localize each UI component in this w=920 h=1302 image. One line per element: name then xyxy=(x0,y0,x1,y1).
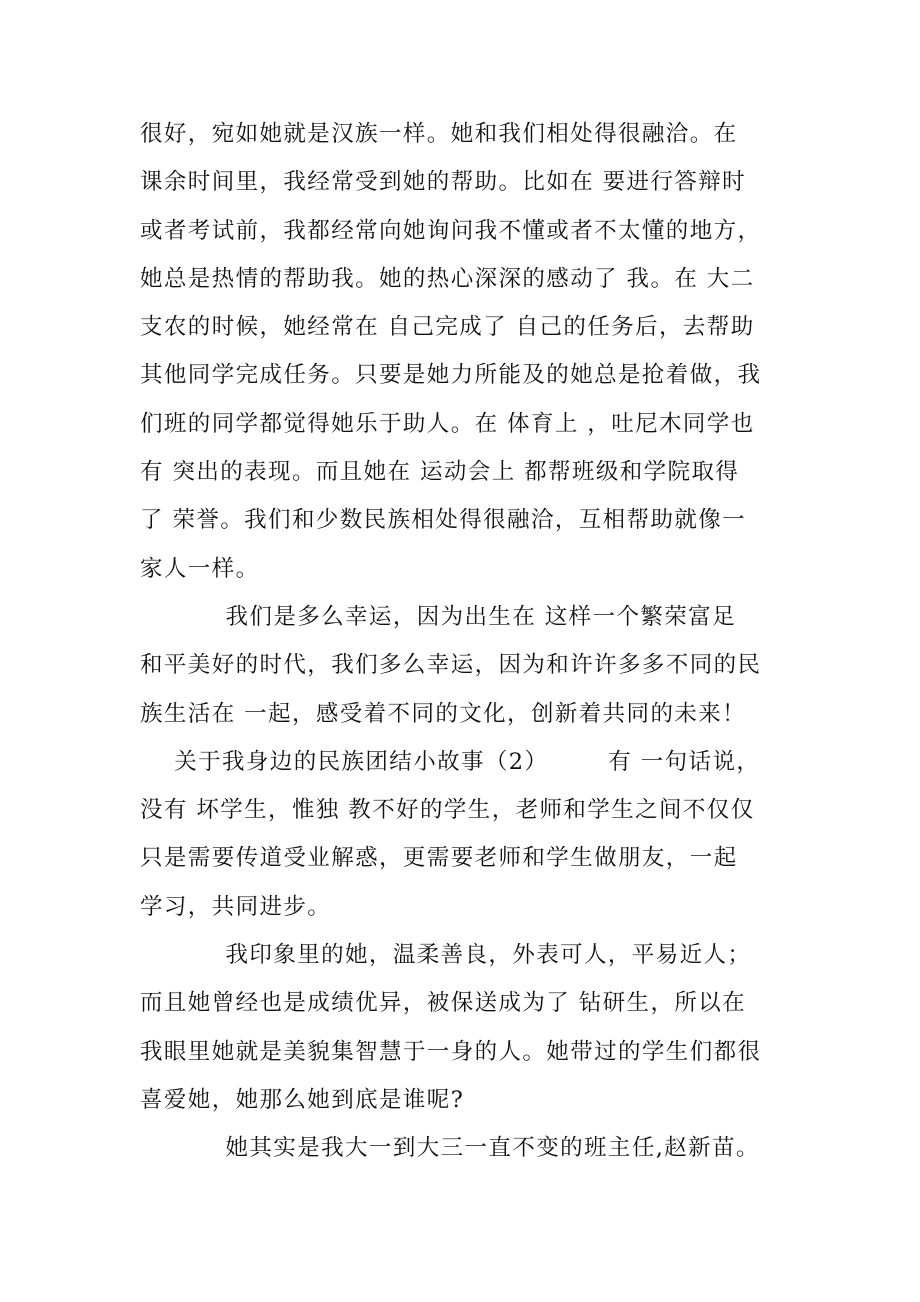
text-line: 或者考试前，我都经常向她询问我不懂或者不太懂的地方， xyxy=(140,217,762,244)
text-line: 课余时间里，我经常受到她的帮助。比如在 要进行答辩时 xyxy=(140,169,747,196)
paragraph-start-line: 她其实是我大一到大三一直不变的班主任,赵新苗。 xyxy=(140,1135,760,1162)
text-line: 和平美好的时代，我们多么幸运，因为和许许多多不同的民 xyxy=(140,652,762,679)
text-line: 其他同学完成任务。只要是她力所能及的她总是抢着做，我 xyxy=(140,362,762,389)
text-line: 喜爱她，她那么她到底是谁呢? xyxy=(140,1086,465,1113)
text-line: 只是需要传道受业解惑，更需要老师和学生做朋友，一起 xyxy=(140,845,738,872)
paragraph-start-line: 我印象里的她，温柔善良，外表可人，平易近人； xyxy=(140,942,752,969)
text-line: 而且她曾经也是成绩优异，被保送成为了 钻研生，所以在 xyxy=(140,990,747,1017)
text-line: 有 突出的表现。而且她在 运动会上 都帮班级和学院取得 xyxy=(140,459,740,486)
document-body xyxy=(140,110,790,1173)
text-line: 家人一样。 xyxy=(140,555,260,582)
text-line: 了 荣誉。我们和少数民族相处得很融洽，互相帮助就像一 xyxy=(140,507,747,534)
text-line: 族生活在 一起，感受着不同的文化，创新着共同的未来！ xyxy=(140,700,747,727)
paragraph-start-line: 我们是多么幸运，因为出生在 这样一个繁荣富足 xyxy=(140,603,736,630)
text-line: 支农的时候，她经常在 自己完成了 自己的任务后，去帮助 xyxy=(140,314,755,341)
text-line: 很好，宛如她就是汉族一样。她和我们相处得很融洽。在 xyxy=(140,121,738,147)
section-heading-line: 关于我身边的民族团结小故事（2） 有 一句话说， xyxy=(140,748,761,775)
text-line: 们班的同学都觉得她乐于助人。在 体育上 ，吐尼木同学也 xyxy=(140,410,755,437)
text-line: 她总是热情的帮助我。她的热心深深的感动了 我。在 大二 xyxy=(140,265,755,292)
text-line: 学习，共同进步。 xyxy=(140,893,332,920)
text-line: 我眼里她就是美貌集智慧于一身的人。她带过的学生们都很 xyxy=(140,1038,762,1065)
text-line: 没有 坏学生，惟独 教不好的学生，老师和学生之间不仅仅 xyxy=(140,797,755,824)
